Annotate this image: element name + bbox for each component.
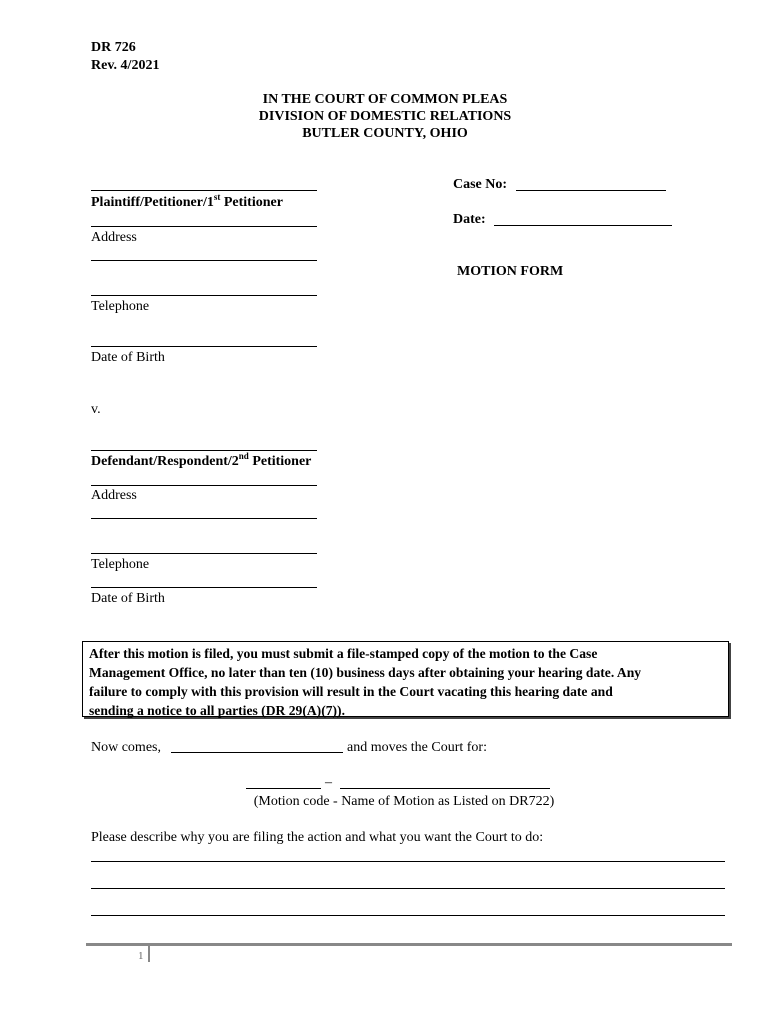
defendant-dob-label: Date of Birth: [91, 591, 165, 606]
defendant-telephone-field[interactable]: [91, 587, 317, 588]
form-revision: Rev. 4/2021: [91, 58, 160, 73]
notice-line-1: After this motion is filed, you must submit a file-stamped copy of the motion to the Case: [89, 646, 598, 661]
description-line-3[interactable]: [91, 915, 725, 916]
description-line-1[interactable]: [91, 861, 725, 862]
defendant-label-underline: [91, 485, 317, 486]
plaintiff-dob-label: Date of Birth: [91, 350, 165, 365]
code-separator: –: [325, 775, 332, 790]
notice-line-3: failure to comply with this provision will result in the Court vacating this hearing date and: [89, 684, 613, 699]
motion-code-caption: (Motion code - Name of Motion as Listed on DR722): [253, 794, 555, 809]
plaintiff-label-underline: [91, 226, 317, 227]
defendant-address-label: Address: [91, 488, 137, 503]
defendant-name-field[interactable]: [91, 450, 317, 451]
motion-code-field[interactable]: [246, 788, 321, 789]
form-title: MOTION FORM: [457, 264, 564, 279]
movant-name-field[interactable]: [171, 752, 343, 753]
court-line-3: BUTLER COUNTY, OHIO: [302, 126, 468, 141]
notice-line-2: Management Office, no later than ten (10) business days after obtaining your hearing date. Any: [89, 665, 642, 680]
defendant-address-line-2[interactable]: [91, 553, 317, 554]
now-comes-prefix: Now comes,: [91, 740, 161, 755]
filing-notice-box: [82, 641, 729, 717]
case-no-field[interactable]: [516, 190, 666, 191]
case-no-label: Case No:: [453, 177, 508, 192]
motion-name-field[interactable]: [340, 788, 550, 789]
date-label: Date:: [453, 212, 486, 227]
versus-label: v.: [91, 402, 101, 417]
plaintiff-label: Plaintiff/Petitioner/1st Petitioner: [91, 192, 283, 210]
defendant-telephone-label: Telephone: [91, 557, 150, 572]
plaintiff-address-label: Address: [91, 230, 137, 245]
description-line-2[interactable]: [91, 888, 725, 889]
page-number: 1: [138, 950, 144, 962]
footer-rule: [86, 943, 732, 946]
plaintiff-telephone-field[interactable]: [91, 346, 317, 347]
defendant-address-line-1[interactable]: [91, 518, 317, 519]
court-line-1: IN THE COURT OF COMMON PLEAS: [262, 92, 508, 107]
describe-prompt: Please describe why you are filing the action and what you want the Court to do:: [91, 830, 544, 845]
plaintiff-address-line-2[interactable]: [91, 295, 317, 296]
now-comes-suffix: and moves the Court for:: [347, 740, 487, 755]
form-code: DR 726: [91, 40, 136, 55]
plaintiff-name-field[interactable]: [91, 190, 317, 191]
date-field[interactable]: [494, 225, 672, 226]
defendant-label: Defendant/Respondent/2nd Petitioner: [91, 451, 312, 469]
footer-divider: [148, 946, 150, 962]
plaintiff-address-line-1[interactable]: [91, 260, 317, 261]
court-line-2: DIVISION OF DOMESTIC RELATIONS: [258, 109, 512, 124]
notice-line-4: sending a notice to all parties (DR 29(A)(7)).: [89, 703, 345, 718]
plaintiff-telephone-label: Telephone: [91, 299, 150, 314]
